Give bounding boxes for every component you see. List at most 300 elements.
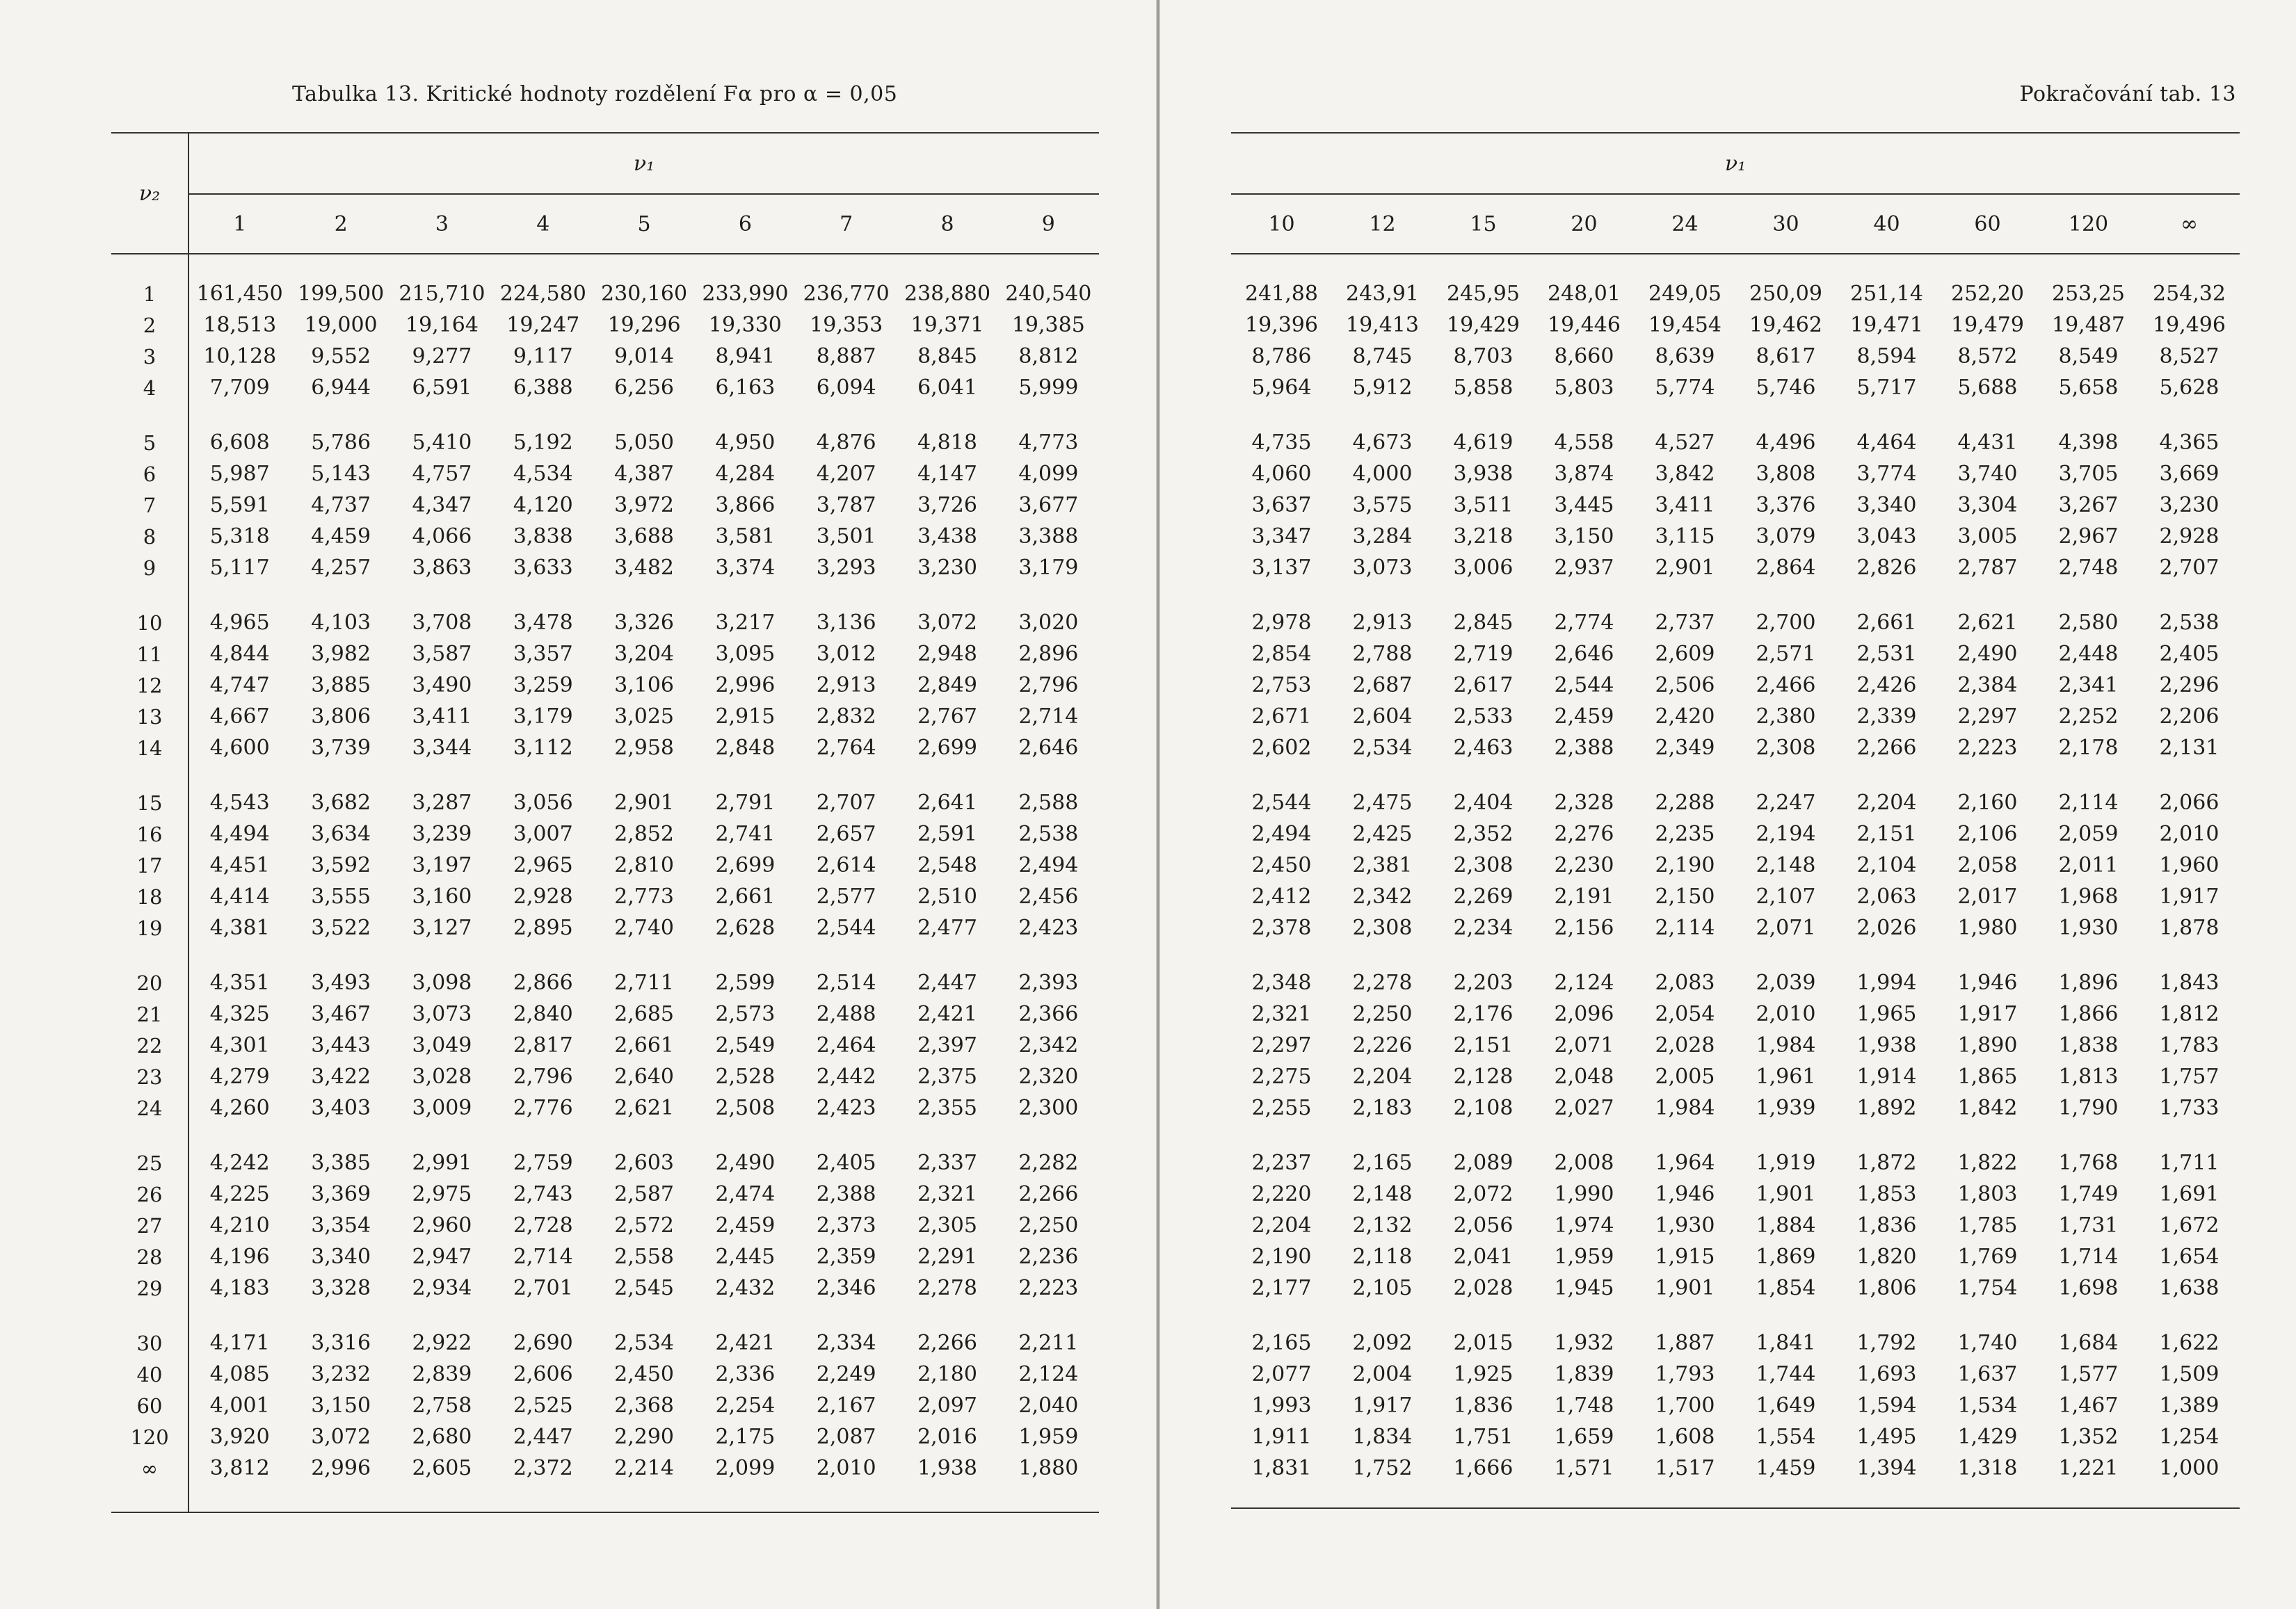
table-cell: 2,967: [2058, 524, 2119, 549]
nu1-header: ν₁: [188, 133, 1099, 194]
table-cell: 4,494: [209, 822, 270, 846]
table-cell: 2,991: [412, 1151, 472, 1175]
table-cell: 2,349: [1655, 736, 1715, 760]
table-cell: 1,352: [2058, 1425, 2119, 1449]
table-cell: 3,326: [614, 611, 675, 635]
table-cell: 4,464: [1856, 430, 1917, 455]
spacer-cell: [1231, 1124, 2240, 1147]
table-cell: 2,056: [1453, 1213, 1514, 1238]
table-cell: 5,628: [2159, 375, 2219, 400]
table-cell: 8,845: [917, 344, 977, 369]
table-cell: 2,714: [1018, 704, 1079, 729]
spacer-cell: [1231, 583, 2240, 607]
table-cell: 2,160: [1957, 791, 2018, 815]
table-cell: 3,774: [1856, 462, 1917, 486]
table-cell: 2,372: [513, 1456, 573, 1480]
table-row: [1231, 521, 2240, 552]
table-end: [111, 1484, 1099, 1512]
table-cell: 2,336: [715, 1362, 776, 1386]
table-cell: 5,999: [1018, 375, 1079, 400]
table-cell: 1,318: [1957, 1456, 2018, 1480]
table-cell: 1,980: [1957, 916, 2018, 940]
table-cell: 1,751: [1453, 1425, 1514, 1449]
table-cell: 3,232: [311, 1362, 371, 1386]
table-cell: 2,151: [1453, 1033, 1514, 1058]
table-cell: 2,373: [816, 1213, 876, 1238]
table-cell: 1,959: [1018, 1425, 1079, 1449]
table-cell: 4,120: [513, 493, 573, 517]
table-cell: 8,549: [2058, 344, 2119, 369]
table-cell: 240,540: [1005, 282, 1092, 306]
table-cell: 2,464: [816, 1033, 876, 1058]
table-cell: 2,915: [715, 704, 776, 729]
table-row: [111, 1272, 1099, 1304]
table-cell: 2,308: [1756, 736, 1816, 760]
table-cell: 2,151: [1856, 822, 1917, 846]
table-cell: 9,117: [513, 344, 573, 369]
table-cell: 3,443: [311, 1033, 371, 1058]
table-cell: 2,728: [513, 1213, 573, 1238]
table-cell: 3,581: [715, 524, 776, 549]
table-cell: 4,000: [1352, 462, 1413, 486]
table-cell: 2,204: [1856, 791, 1917, 815]
table-cell: 2,690: [513, 1331, 573, 1355]
table-cell: 5,117: [209, 556, 270, 580]
table-cell: 3,438: [917, 524, 977, 549]
table-cell: 19,396: [1245, 313, 1318, 337]
table-cell: 9,014: [614, 344, 675, 369]
table-cell: 2,250: [1018, 1213, 1079, 1238]
nu2-value: 3: [111, 341, 188, 372]
table-cell: 4,431: [1957, 430, 2018, 455]
table-cell: 2,810: [614, 853, 675, 878]
table-cell: 2,252: [2058, 704, 2119, 729]
table-cell: 2,010: [2159, 822, 2219, 846]
table-cell: 2,456: [1018, 884, 1079, 909]
table-cell: 3,112: [513, 736, 573, 760]
table-cell: 3,354: [311, 1213, 371, 1238]
table-cell: 2,477: [917, 916, 977, 940]
table-cell: 5,964: [1251, 375, 1312, 400]
table-cell: 2,534: [614, 1331, 675, 1355]
table-row: [111, 967, 1099, 998]
table-cell: 2,180: [917, 1362, 977, 1386]
table-cell: 2,978: [1251, 611, 1312, 635]
table-cell: 3,677: [1018, 493, 1079, 517]
table-cell: 2,393: [1018, 971, 1079, 995]
table-cell: 5,591: [209, 493, 270, 517]
table-cell: 1,917: [1957, 1002, 2018, 1026]
nu2-value: 21: [111, 998, 188, 1030]
column-header: ∞: [2139, 194, 2240, 254]
table-cell: 2,008: [1554, 1151, 1614, 1175]
table-row: [1231, 1272, 2240, 1304]
table-cell: 2,544: [816, 916, 876, 940]
table-cell: 2,549: [715, 1033, 776, 1058]
nu2-value: 6: [111, 458, 188, 490]
table-cell: 2,339: [1856, 704, 1917, 729]
table-cell: 19,247: [506, 313, 580, 337]
table-cell: 2,368: [614, 1393, 675, 1418]
table-cell: 3,284: [1352, 524, 1413, 549]
table-cell: 2,321: [917, 1182, 977, 1206]
group-gap: [1231, 763, 2240, 787]
table-cell: 2,249: [816, 1362, 876, 1386]
table-cell: 3,422: [311, 1065, 371, 1089]
table-cell: 2,459: [1554, 704, 1614, 729]
table-cell: 5,746: [1756, 375, 1816, 400]
left-table-wrap: [111, 132, 1099, 1513]
table-cell: 4,451: [209, 853, 270, 878]
table-cell: 2,661: [715, 884, 776, 909]
table-cell: 4,387: [614, 462, 675, 486]
table-cell: 1,749: [2058, 1182, 2119, 1206]
table-cell: 3,403: [311, 1096, 371, 1120]
table-row: [1231, 881, 2240, 912]
table-cell: 2,475: [1352, 791, 1413, 815]
table-cell: 2,028: [1655, 1033, 1715, 1058]
table-cell: 2,685: [614, 1002, 675, 1026]
table-cell: 3,637: [1251, 493, 1312, 517]
table-cell: 2,494: [1018, 853, 1079, 878]
table-cell: 1,831: [1251, 1456, 1312, 1480]
table-cell: 1,495: [1856, 1425, 1917, 1449]
table-cell: 224,580: [499, 282, 586, 306]
table-row: [1231, 670, 2240, 701]
table-cell: 4,965: [209, 611, 270, 635]
table-cell: 2,291: [917, 1245, 977, 1269]
row-label-spacer: [111, 403, 188, 427]
spacer-cell: [188, 1484, 1099, 1512]
table-cell: 4,171: [209, 1331, 270, 1355]
table-cell: 3,369: [311, 1182, 371, 1206]
table-row: [1231, 341, 2240, 372]
table-cell: 1,757: [2159, 1065, 2219, 1089]
table-cell: 1,994: [1856, 971, 1917, 995]
table-cell: 1,965: [1856, 1002, 1917, 1026]
table-cell: 1,911: [1251, 1425, 1312, 1449]
column-header: 10: [1231, 194, 1332, 254]
table-cell: 3,445: [1554, 493, 1614, 517]
spacer-cell: [1231, 254, 2240, 278]
spacer-cell: [1231, 763, 2240, 787]
table-cell: 8,887: [816, 344, 876, 369]
table-cell: 6,944: [311, 375, 371, 400]
table-cell: 2,017: [1957, 884, 2018, 909]
book-gutter: [1156, 0, 1160, 1609]
table-cell: 2,490: [1957, 642, 2018, 666]
table-cell: 3,688: [614, 524, 675, 549]
table-cell: 2,573: [715, 1002, 776, 1026]
table-cell: 4,543: [209, 791, 270, 815]
table-cell: 2,234: [1453, 916, 1514, 940]
table-cell: 1,930: [2058, 916, 2119, 940]
table-row: [111, 787, 1099, 818]
table-cell: 19,164: [405, 313, 479, 337]
table-cell: 2,525: [513, 1393, 573, 1418]
table-cell: 19,413: [1346, 313, 1419, 337]
spacer-cell: [188, 254, 1099, 278]
table-row: [1231, 278, 2240, 309]
table-cell: 2,104: [1856, 853, 1917, 878]
table-cell: 2,425: [1352, 822, 1413, 846]
table-cell: 3,634: [311, 822, 371, 846]
table-cell: 199,500: [298, 282, 385, 306]
nu2-value: 9: [111, 552, 188, 583]
table-cell: 19,479: [1951, 313, 2024, 337]
critical-values-table-right: [1231, 132, 2240, 1509]
table-cell: 2,375: [917, 1065, 977, 1089]
table-cell: 3,095: [715, 642, 776, 666]
group-gap: [1231, 944, 2240, 967]
table-cell: 2,450: [614, 1362, 675, 1386]
nu2-value: 28: [111, 1241, 188, 1272]
table-row: [111, 458, 1099, 490]
table-cell: 2,107: [1756, 884, 1816, 909]
table-cell: 251,14: [1850, 282, 1923, 306]
table-cell: 4,459: [311, 524, 371, 549]
nu2-value: 7: [111, 490, 188, 521]
table-cell: 4,260: [209, 1096, 270, 1120]
table-row: [1231, 309, 2240, 341]
table-cell: 2,108: [1453, 1096, 1514, 1120]
table-cell: 3,127: [412, 916, 472, 940]
table-cell: 3,808: [1756, 462, 1816, 486]
table-cell: 2,118: [1352, 1245, 1413, 1269]
table-cell: 2,588: [1018, 791, 1079, 815]
table-cell: 1,853: [1856, 1182, 1917, 1206]
table-cell: 2,178: [2058, 736, 2119, 760]
table-cell: 2,004: [1352, 1362, 1413, 1386]
table-cell: 2,852: [614, 822, 675, 846]
table-cell: 2,796: [1018, 673, 1079, 697]
table-cell: 3,028: [412, 1065, 472, 1089]
spacer-cell: [188, 1304, 1099, 1327]
table-cell: 1,806: [1856, 1276, 1917, 1300]
table-cell: 2,290: [614, 1425, 675, 1449]
table-cell: 3,230: [2159, 493, 2219, 517]
table-cell: 1,896: [2058, 971, 2119, 995]
table-cell: 4,950: [715, 430, 776, 455]
table-cell: 19,330: [708, 313, 782, 337]
table-cell: 2,621: [1957, 611, 2018, 635]
table-cell: 1,820: [1856, 1245, 1917, 1269]
spacer-cell: [1231, 403, 2240, 427]
table-cell: 3,838: [513, 524, 573, 549]
table-row: [111, 309, 1099, 341]
table-cell: 2,901: [614, 791, 675, 815]
table-cell: 2,528: [715, 1065, 776, 1089]
table-cell: 2,096: [1554, 1002, 1614, 1026]
table-cell: 3,522: [311, 916, 371, 940]
table-cell: 1,654: [2159, 1245, 2219, 1269]
table-cell: 2,714: [513, 1245, 573, 1269]
table-cell: 3,137: [1251, 556, 1312, 580]
table-cell: 236,770: [803, 282, 890, 306]
table-cell: 2,661: [1856, 611, 1917, 635]
table-cell: 6,591: [412, 375, 472, 400]
table-cell: 1,843: [2159, 971, 2219, 995]
nu2-value: 13: [111, 701, 188, 732]
spacer-cell: [188, 1124, 1099, 1147]
table-cell: 2,896: [1018, 642, 1079, 666]
table-cell: 1,700: [1655, 1393, 1715, 1418]
table-cell: 2,148: [1756, 853, 1816, 878]
table-cell: 2,015: [1453, 1331, 1514, 1355]
table-cell: 3,230: [917, 556, 977, 580]
table-cell: 3,079: [1756, 524, 1816, 549]
nu2-value: 4: [111, 372, 188, 403]
table-cell: 3,150: [1554, 524, 1614, 549]
table-cell: 2,661: [614, 1033, 675, 1058]
table-row: [111, 638, 1099, 670]
table-cell: 2,328: [1554, 791, 1614, 815]
table-cell: 3,106: [614, 673, 675, 697]
table-cell: 2,175: [715, 1425, 776, 1449]
table-cell: 2,341: [2058, 673, 2119, 697]
table-cell: 1,930: [1655, 1213, 1715, 1238]
table-cell: 2,514: [816, 971, 876, 995]
table-cell: 3,388: [1018, 524, 1079, 549]
table-cell: 2,087: [816, 1425, 876, 1449]
row-label-spacer: [111, 254, 188, 278]
table-cell: 1,754: [1957, 1276, 2018, 1300]
table-row: [111, 521, 1099, 552]
table-cell: 245,95: [1447, 282, 1520, 306]
table-cell: 2,027: [1554, 1096, 1614, 1120]
table-cell: 2,605: [412, 1456, 472, 1480]
table-cell: 1,517: [1655, 1456, 1715, 1480]
table-cell: 1,842: [1957, 1096, 2018, 1120]
table-cell: 2,077: [1251, 1362, 1312, 1386]
table-cell: 2,426: [1856, 673, 1917, 697]
table-row: [111, 850, 1099, 881]
table-cell: 238,880: [904, 282, 991, 306]
table-cell: 19,454: [1648, 313, 1721, 337]
table-cell: 2,083: [1655, 971, 1715, 995]
nu2-value: 27: [111, 1210, 188, 1241]
table-cell: 2,614: [816, 853, 876, 878]
nu2-value: 30: [111, 1327, 188, 1359]
table-cell: 1,691: [2159, 1182, 2219, 1206]
group-gap: [1231, 1304, 2240, 1327]
table-cell: 4,257: [311, 556, 371, 580]
table-row: [111, 552, 1099, 583]
table-row: [1231, 1061, 2240, 1092]
table-cell: 1,836: [1453, 1393, 1514, 1418]
nu2-value: 60: [111, 1390, 188, 1421]
table-cell: 1,964: [1655, 1151, 1715, 1175]
table-cell: 1,901: [1655, 1276, 1715, 1300]
table-cell: 19,471: [1850, 313, 1923, 337]
table-cell: 1,822: [1957, 1151, 2018, 1175]
table-cell: 2,156: [1554, 916, 1614, 940]
table-cell: 2,300: [1018, 1096, 1079, 1120]
table-cell: 230,160: [601, 282, 688, 306]
table-cell: 1,571: [1554, 1456, 1614, 1480]
table-cell: 19,429: [1447, 313, 1520, 337]
column-header: 30: [1735, 194, 1836, 254]
table-cell: 2,296: [2159, 673, 2219, 697]
table-cell: 3,493: [311, 971, 371, 995]
table-row: [111, 372, 1099, 403]
row-label-spacer: [111, 1124, 188, 1147]
table-cell: 3,592: [311, 853, 371, 878]
table-cell: 2,743: [513, 1182, 573, 1206]
table-cell: 2,628: [715, 916, 776, 940]
table-cell: 2,700: [1756, 611, 1816, 635]
table-cell: 2,948: [917, 642, 977, 666]
table-cell: 2,388: [816, 1182, 876, 1206]
table-row: [1231, 1179, 2240, 1210]
table-cell: 2,150: [1655, 884, 1715, 909]
table-cell: 3,115: [1655, 524, 1715, 549]
table-cell: 1,254: [2159, 1425, 2219, 1449]
table-cell: 3,073: [1352, 556, 1413, 580]
table-row: [111, 341, 1099, 372]
table-cell: 1,622: [2159, 1331, 2219, 1355]
table-row: [111, 278, 1099, 309]
table-cell: 2,254: [715, 1393, 776, 1418]
table-cell: 2,687: [1352, 673, 1413, 697]
table-cell: 1,878: [2159, 916, 2219, 940]
table-row: [1231, 372, 2240, 403]
table-cell: 1,389: [2159, 1393, 2219, 1418]
table-cell: 2,753: [1251, 673, 1312, 697]
table-cell: 1,554: [1756, 1425, 1816, 1449]
table-row: [1231, 607, 2240, 638]
table-cell: 1,890: [1957, 1033, 2018, 1058]
table-cell: 5,858: [1453, 375, 1514, 400]
table-cell: 2,167: [816, 1393, 876, 1418]
table-cell: 3,136: [816, 611, 876, 635]
nu2-value: 18: [111, 881, 188, 912]
table-cell: 2,236: [1018, 1245, 1079, 1269]
table-cell: 1,959: [1554, 1245, 1614, 1269]
column-header: 7: [796, 194, 897, 254]
table-cell: 1,887: [1655, 1331, 1715, 1355]
table-cell: 2,048: [1554, 1065, 1614, 1089]
table-row: [111, 732, 1099, 763]
table-cell: 2,058: [1957, 853, 2018, 878]
table-cell: 2,404: [1453, 791, 1514, 815]
group-gap: [111, 583, 1099, 607]
column-header: 3: [392, 194, 492, 254]
table-cell: 2,124: [1018, 1362, 1079, 1386]
table-cell: 2,641: [917, 791, 977, 815]
table-cell: 4,619: [1453, 430, 1514, 455]
table-cell: 8,786: [1251, 344, 1312, 369]
column-header: 12: [1332, 194, 1433, 254]
table-cell: 3,787: [816, 493, 876, 517]
table-cell: 2,194: [1756, 822, 1816, 846]
nu2-value: 8: [111, 521, 188, 552]
table-cell: 2,266: [1856, 736, 1917, 760]
table-cell: 2,220: [1251, 1182, 1312, 1206]
table-cell: 4,060: [1251, 462, 1312, 486]
table-cell: 2,026: [1856, 916, 1917, 940]
column-header: 5: [593, 194, 694, 254]
table-row: [1231, 912, 2240, 944]
table-cell: 2,384: [1957, 673, 2018, 697]
table-row: [111, 701, 1099, 732]
table-cell: 2,587: [614, 1182, 675, 1206]
table-cell: 2,774: [1554, 611, 1614, 635]
table-cell: 5,786: [311, 430, 371, 455]
table-cell: 2,397: [917, 1033, 977, 1058]
table-cell: 2,671: [1251, 704, 1312, 729]
row-label-spacer: [111, 763, 188, 787]
